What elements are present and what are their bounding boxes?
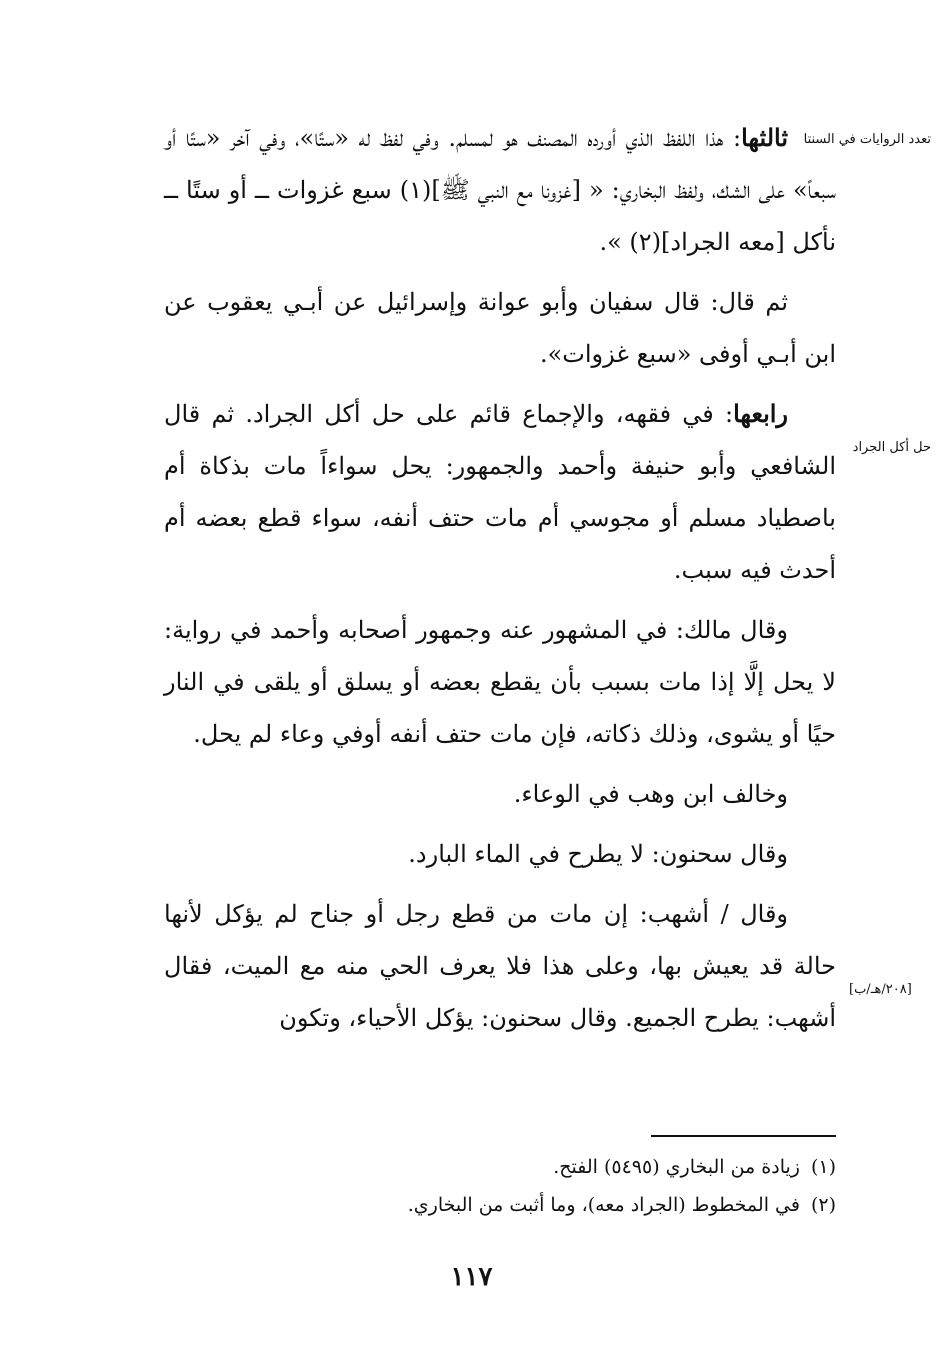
paragraph-then-said: ثم قال: قال سفيان وأبو عوانة وإسرائيل عن أبـي يعقوب عن ابن أبـي أوفى «سبع غزوات».: [164, 288, 836, 368]
paragraph-third-text: : هذا اللفظ الذي أورده المصنف هو لمسلم. وفي لفظ له «ستًا»، وفي آخر «ستًا أو سبعاً» على الشك، ولفظ البخاري: « [غزونا مع النبي ﷺ](١) سبع غزوات ــ أو ستًا ــ نأكل [معه الجراد](٢) ».: [164, 124, 837, 256]
footnote-number: (٢): [810, 1194, 836, 1216]
paragraph-third: [164, 112, 836, 268]
margin-note-manuscript-folio: [٢٠٨/هـ/ب]: [849, 982, 912, 997]
paragraph-sahnun: وقال سحنون: لا يطرح في الماء البارد.: [408, 840, 788, 868]
paragraph-lead-fourth: رابعها: [733, 399, 788, 428]
paragraph-lead-third: ثالثها: [741, 123, 788, 152]
paragraph-ibn-wahb: وخالف ابن وهب في الوعاء.: [513, 780, 788, 808]
margin-note-narrations: تعدد الروايات في السنتا: [803, 132, 931, 147]
paragraph-ashhab: وقال / أشهب: إن مات من قطع رجل أو جناح لم يؤكل لأنها حالة قد يعيش بها، وعلى هذا فلا يعرف الحي منه مع الميت، فقال أشهب: يطرح الجميع. وقال سحنون: يؤكل الأحياء، وتكون: [164, 900, 836, 1032]
footnote-separator: [651, 1135, 836, 1137]
page-number: ١١٧: [450, 1262, 493, 1292]
footnote-text: زيادة من البخاري (٥٤٩٥) الفتح.: [553, 1156, 800, 1178]
paragraph-fourth-text: : في فقهه، والإجماع قائم على حل أكل الجراد. ثم قال الشافعي وأبو حنيفة وأحمد والجمهور: يحل سواءاً مات بذكاة أم باصطياد مسلم أو مجوسي أم مات حتف أنفه، سواء قطع بعضه أم أحدث فيه سبب.: [164, 400, 836, 584]
footnote-text: في المخطوط (الجراد معه)، وما أثبت من البخاري.: [407, 1194, 800, 1216]
margin-note-locust-ruling: حل أكل الجراد: [852, 440, 931, 455]
footnote-item: [164, 1148, 836, 1186]
paragraph-malik: وقال مالك: في المشهور عنه وجمهور أصحابه وأحمد في رواية: لا يحل إلَّا إذا مات بسبب بأن يقطع بعضه أو يسلق أو يلقى في النار حيًا أو يشوى، وذلك ذكاته، فإن مات حتف أنفه أوفي وعاء لم يحل.: [164, 616, 836, 748]
main-text: [164, 112, 836, 1052]
footnote-number: (١): [810, 1156, 836, 1178]
footnote-item: [164, 1186, 836, 1224]
footnotes: [164, 1148, 836, 1224]
paragraph-fourth: [164, 388, 836, 596]
